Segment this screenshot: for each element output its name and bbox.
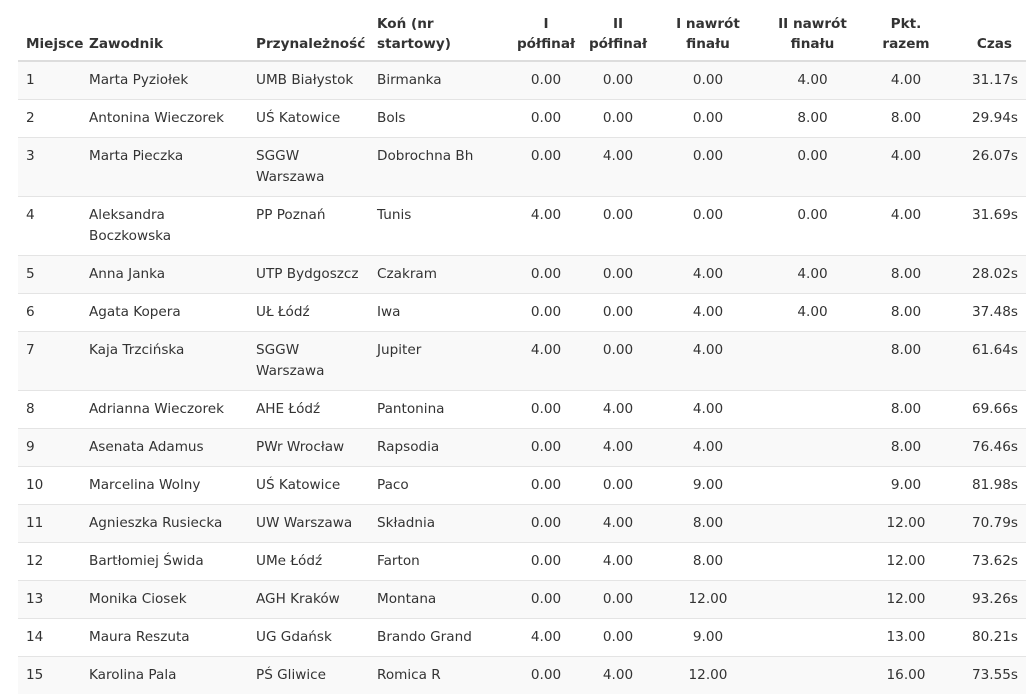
cell-pkt-razem: 8.00 [861,391,951,429]
cell-nawrot-2: 4.00 [764,294,861,332]
cell-przynaleznosc: UŚ Katowice [252,467,373,505]
cell-nawrot-2: 0.00 [764,138,861,197]
cell-nawrot-2: 4.00 [764,256,861,294]
cell-kon: Dobrochna Bh [373,138,508,197]
cell-nawrot-1: 8.00 [652,543,764,581]
table-row [18,581,1026,619]
cell-pkt-razem: 9.00 [861,467,951,505]
cell-miejsce: 10 [18,467,85,505]
cell-pkt-razem: 4.00 [861,61,951,100]
header-pkt-razem [861,0,951,61]
cell-czas: 69.66s [951,391,1026,429]
cell-zawodnik: Anna Janka [85,256,252,294]
cell-pkt-razem: 8.00 [861,332,951,391]
header-nawrot-2-line2: finału [768,34,857,54]
cell-czas: 37.48s [951,294,1026,332]
cell-nawrot-2: 8.00 [764,100,861,138]
cell-zawodnik: Kaja Trzcińska [85,332,252,391]
cell-pkt-razem: 12.00 [861,543,951,581]
table-row [18,429,1026,467]
cell-nawrot-2 [764,619,861,657]
cell-nawrot-2 [764,467,861,505]
cell-pkt-razem: 16.00 [861,657,951,694]
cell-pkt-razem: 8.00 [861,294,951,332]
cell-nawrot-1: 9.00 [652,619,764,657]
cell-zawodnik: Agnieszka Rusiecka [85,505,252,543]
table-row [18,657,1026,694]
cell-przynaleznosc: UMB Białystok [252,61,373,100]
cell-nawrot-1: 4.00 [652,256,764,294]
header-polfinal-1 [508,0,584,61]
cell-polfinal-1: 0.00 [508,429,584,467]
header-polfinal-2 [584,0,652,61]
cell-zawodnik: Agata Kopera [85,294,252,332]
cell-kon: Tunis [373,197,508,256]
table-row [18,467,1026,505]
cell-polfinal-1: 0.00 [508,61,584,100]
header-polfinal-1-line2: półfinał [512,34,580,54]
cell-czas: 31.69s [951,197,1026,256]
cell-polfinal-2: 4.00 [584,543,652,581]
cell-czas: 28.02s [951,256,1026,294]
cell-przynaleznosc: UMe Łódź [252,543,373,581]
table-row [18,332,1026,391]
cell-nawrot-1: 8.00 [652,505,764,543]
cell-pkt-razem: 12.00 [861,581,951,619]
cell-kon: Jupiter [373,332,508,391]
cell-miejsce: 2 [18,100,85,138]
cell-kon: Składnia [373,505,508,543]
cell-polfinal-2: 0.00 [584,61,652,100]
cell-nawrot-1: 12.00 [652,581,764,619]
cell-czas: 61.64s [951,332,1026,391]
cell-polfinal-2: 0.00 [584,581,652,619]
cell-polfinal-1: 4.00 [508,332,584,391]
cell-przynaleznosc: UŁ Łódź [252,294,373,332]
cell-nawrot-2 [764,543,861,581]
cell-zawodnik: Maura Reszuta [85,619,252,657]
cell-miejsce: 8 [18,391,85,429]
cell-zawodnik: Marta Pyziołek [85,61,252,100]
table-row [18,256,1026,294]
cell-polfinal-2: 0.00 [584,294,652,332]
table-body [18,61,1026,694]
cell-polfinal-1: 0.00 [508,505,584,543]
cell-czas: 31.17s [951,61,1026,100]
table-row [18,543,1026,581]
cell-polfinal-1: 0.00 [508,467,584,505]
cell-miejsce: 1 [18,61,85,100]
cell-nawrot-1: 4.00 [652,429,764,467]
cell-polfinal-1: 0.00 [508,543,584,581]
header-miejsce: Miejsce [18,0,85,61]
cell-miejsce: 9 [18,429,85,467]
cell-kon: Brando Grand [373,619,508,657]
cell-polfinal-2: 0.00 [584,332,652,391]
cell-pkt-razem: 4.00 [861,197,951,256]
cell-kon: Czakram [373,256,508,294]
cell-przynaleznosc: SGGW Warszawa [252,138,373,197]
cell-kon: Iwa [373,294,508,332]
cell-polfinal-1: 0.00 [508,256,584,294]
cell-miejsce: 15 [18,657,85,694]
cell-kon: Rapsodia [373,429,508,467]
cell-polfinal-2: 0.00 [584,256,652,294]
cell-polfinal-2: 0.00 [584,197,652,256]
cell-nawrot-2 [764,391,861,429]
cell-nawrot-1: 0.00 [652,197,764,256]
table-header [18,0,1026,61]
cell-pkt-razem: 8.00 [861,256,951,294]
cell-czas: 81.98s [951,467,1026,505]
cell-zawodnik: Aleksandra Boczkowska [85,197,252,256]
cell-kon: Birmanka [373,61,508,100]
cell-miejsce: 7 [18,332,85,391]
cell-nawrot-2 [764,429,861,467]
cell-polfinal-2: 0.00 [584,467,652,505]
cell-przynaleznosc: AGH Kraków [252,581,373,619]
cell-nawrot-2: 4.00 [764,61,861,100]
cell-zawodnik: Adrianna Wieczorek [85,391,252,429]
cell-zawodnik: Monika Ciosek [85,581,252,619]
cell-nawrot-2: 0.00 [764,197,861,256]
table-row [18,619,1026,657]
cell-pkt-razem: 13.00 [861,619,951,657]
cell-nawrot-1: 0.00 [652,138,764,197]
cell-polfinal-2: 4.00 [584,138,652,197]
cell-miejsce: 12 [18,543,85,581]
cell-nawrot-1: 4.00 [652,391,764,429]
cell-nawrot-1: 12.00 [652,657,764,694]
cell-pkt-razem: 8.00 [861,100,951,138]
cell-pkt-razem: 4.00 [861,138,951,197]
cell-czas: 73.62s [951,543,1026,581]
cell-czas: 26.07s [951,138,1026,197]
header-pkt-razem-line2: razem [865,34,947,54]
cell-polfinal-1: 0.00 [508,581,584,619]
cell-polfinal-2: 4.00 [584,505,652,543]
cell-zawodnik: Antonina Wieczorek [85,100,252,138]
cell-nawrot-1: 4.00 [652,332,764,391]
cell-zawodnik: Marta Pieczka [85,138,252,197]
cell-polfinal-2: 0.00 [584,100,652,138]
cell-nawrot-1: 9.00 [652,467,764,505]
cell-czas: 80.21s [951,619,1026,657]
cell-polfinal-1: 0.00 [508,294,584,332]
cell-nawrot-2 [764,505,861,543]
cell-polfinal-1: 0.00 [508,657,584,694]
cell-kon: Paco [373,467,508,505]
cell-przynaleznosc: SGGW Warszawa [252,332,373,391]
cell-przynaleznosc: UG Gdańsk [252,619,373,657]
header-kon: Koń (nr startowy) [373,0,508,61]
cell-przynaleznosc: UW Warszawa [252,505,373,543]
header-czas: Czas [951,0,1026,61]
cell-czas: 76.46s [951,429,1026,467]
cell-nawrot-2 [764,332,861,391]
cell-przynaleznosc: AHE Łódź [252,391,373,429]
header-nawrot-1-line2: finału [656,34,760,54]
table-row [18,138,1026,197]
cell-kon: Pantonina [373,391,508,429]
header-polfinal-1-line1: I [512,14,580,34]
cell-miejsce: 13 [18,581,85,619]
cell-zawodnik: Karolina Pala [85,657,252,694]
header-nawrot-2-line1: II nawrót [768,14,857,34]
cell-przynaleznosc: UTP Bydgoszcz [252,256,373,294]
table-row [18,505,1026,543]
header-nawrot-1 [652,0,764,61]
cell-kon: Farton [373,543,508,581]
cell-polfinal-1: 4.00 [508,197,584,256]
cell-kon: Bols [373,100,508,138]
cell-polfinal-1: 0.00 [508,138,584,197]
results-table [18,0,1026,694]
cell-nawrot-1: 4.00 [652,294,764,332]
cell-pkt-razem: 8.00 [861,429,951,467]
cell-kon: Montana [373,581,508,619]
cell-zawodnik: Asenata Adamus [85,429,252,467]
header-zawodnik: Zawodnik [85,0,252,61]
cell-miejsce: 4 [18,197,85,256]
cell-nawrot-1: 0.00 [652,100,764,138]
cell-pkt-razem: 12.00 [861,505,951,543]
table-row [18,197,1026,256]
cell-nawrot-1: 0.00 [652,61,764,100]
cell-czas: 73.55s [951,657,1026,694]
cell-miejsce: 14 [18,619,85,657]
header-polfinal-2-line1: II [588,14,648,34]
cell-czas: 29.94s [951,100,1026,138]
header-polfinal-2-line2: półfinał [588,34,648,54]
cell-polfinal-2: 4.00 [584,429,652,467]
cell-miejsce: 5 [18,256,85,294]
table-row [18,100,1026,138]
cell-przynaleznosc: PŚ Gliwice [252,657,373,694]
cell-czas: 70.79s [951,505,1026,543]
cell-zawodnik: Bartłomiej Świda [85,543,252,581]
cell-polfinal-2: 0.00 [584,619,652,657]
header-nawrot-1-line1: I nawrót [656,14,760,34]
cell-przynaleznosc: UŚ Katowice [252,100,373,138]
cell-nawrot-2 [764,581,861,619]
cell-zawodnik: Marcelina Wolny [85,467,252,505]
header-nawrot-2 [764,0,861,61]
table-row [18,391,1026,429]
cell-miejsce: 3 [18,138,85,197]
cell-polfinal-1: 0.00 [508,391,584,429]
cell-czas: 93.26s [951,581,1026,619]
cell-przynaleznosc: PP Poznań [252,197,373,256]
cell-kon: Romica R [373,657,508,694]
cell-polfinal-2: 4.00 [584,657,652,694]
cell-nawrot-2 [764,657,861,694]
cell-miejsce: 6 [18,294,85,332]
cell-przynaleznosc: PWr Wrocław [252,429,373,467]
cell-polfinal-2: 4.00 [584,391,652,429]
table-row [18,61,1026,100]
cell-polfinal-1: 0.00 [508,100,584,138]
header-row [18,0,1026,61]
cell-miejsce: 11 [18,505,85,543]
cell-polfinal-1: 4.00 [508,619,584,657]
table-row [18,294,1026,332]
header-przynaleznosc: Przynależność [252,0,373,61]
header-pkt-razem-line1: Pkt. [865,14,947,34]
